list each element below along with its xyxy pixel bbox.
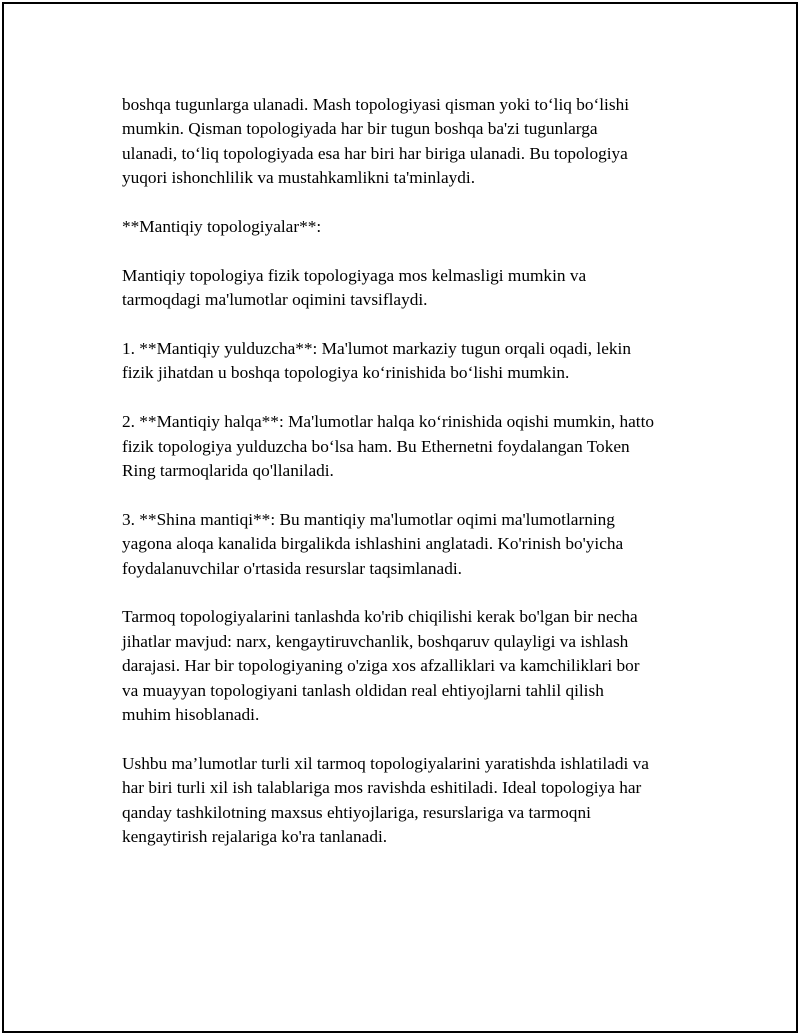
section-heading-logical-topologies: **Mantiqiy topologiyalar**: (122, 217, 322, 237)
list-item-logical-ring: 2. **Mantiqiy halqa**: Ma'lumotlar halqa ko‘rinishida oqishi mumkin, hatto fizik topologiya yulduzcha bo‘lsa ham. Bu Ethernetni foydalangan Token Ring tarmoqlarida qo'llaniladi. (122, 412, 655, 481)
list-item-logical-star: 1. **Mantiqiy yulduzcha**: Ma'lumot markaziy tugun orqali oqadi, lekin fizik jihatdan u boshqa topologiya ko‘rinishida bo‘lishi mumkin. (122, 339, 631, 383)
document-page (2, 2, 798, 1033)
paragraph-logical-topology-intro: Mantiqiy topologiya fizik topologiyaga mos kelmasligi mumkin va tarmoqdagi ma'lumotlar oqimini tavsiflaydi. (122, 265, 587, 310)
list-item-logical-bus: 3. **Shina mantiqi**: Bu mantiqiy ma'lumotlar oqimi ma'lumotlarning yagona aloqa kanalida birgalikda ishlashini anglatadi. Ko'rinish bo'yicha foydalanuvchilar o'rtasida resurslar taqsimlanadi. (122, 509, 624, 578)
paragraph-conclusion: Ushbu ma’lumotlar turli xil tarmoq topologiyalarini yaratishda ishlatiladi va har biri turli xil ish talablariga mos ravishda eshitiladi. Ideal topologiya har qanday tashkilotning maxsus ehtiyojlariga, resurslariga va tarmoqni kengaytirish rejalariga ko'ra tanlanadi. (122, 753, 649, 847)
paragraph-mesh-topology: boshqa tugunlarga ulanadi. Mash topologiyasi qisman yoki to‘liq bo‘lishi mumkin. Qisman topologiyada har bir tugun boshqa ba'zi tugunlarga ulanadi, to‘liq topologiyada esa har biri har biriga ulanadi. Bu topologiya yuqori ishonchlilik va mustahkamlikni ta'minlaydi. (122, 95, 630, 188)
document-body (122, 93, 702, 849)
paragraph-topology-selection: Tarmoq topologiyalarini tanlashda ko'rib chiqilishi kerak bo'lgan bir necha jihatlar mavjud: narx, kengaytiruvchanlik, boshqaruv qulayligi va ishlash darajasi. Har bir topologiyaning o'ziga xos afzalliklari va kamchiliklari bor va muayyan topologiyani tanlash oldidan real ehtiyojlarni tahlil qilish muhim hisoblanadi. (122, 607, 640, 725)
